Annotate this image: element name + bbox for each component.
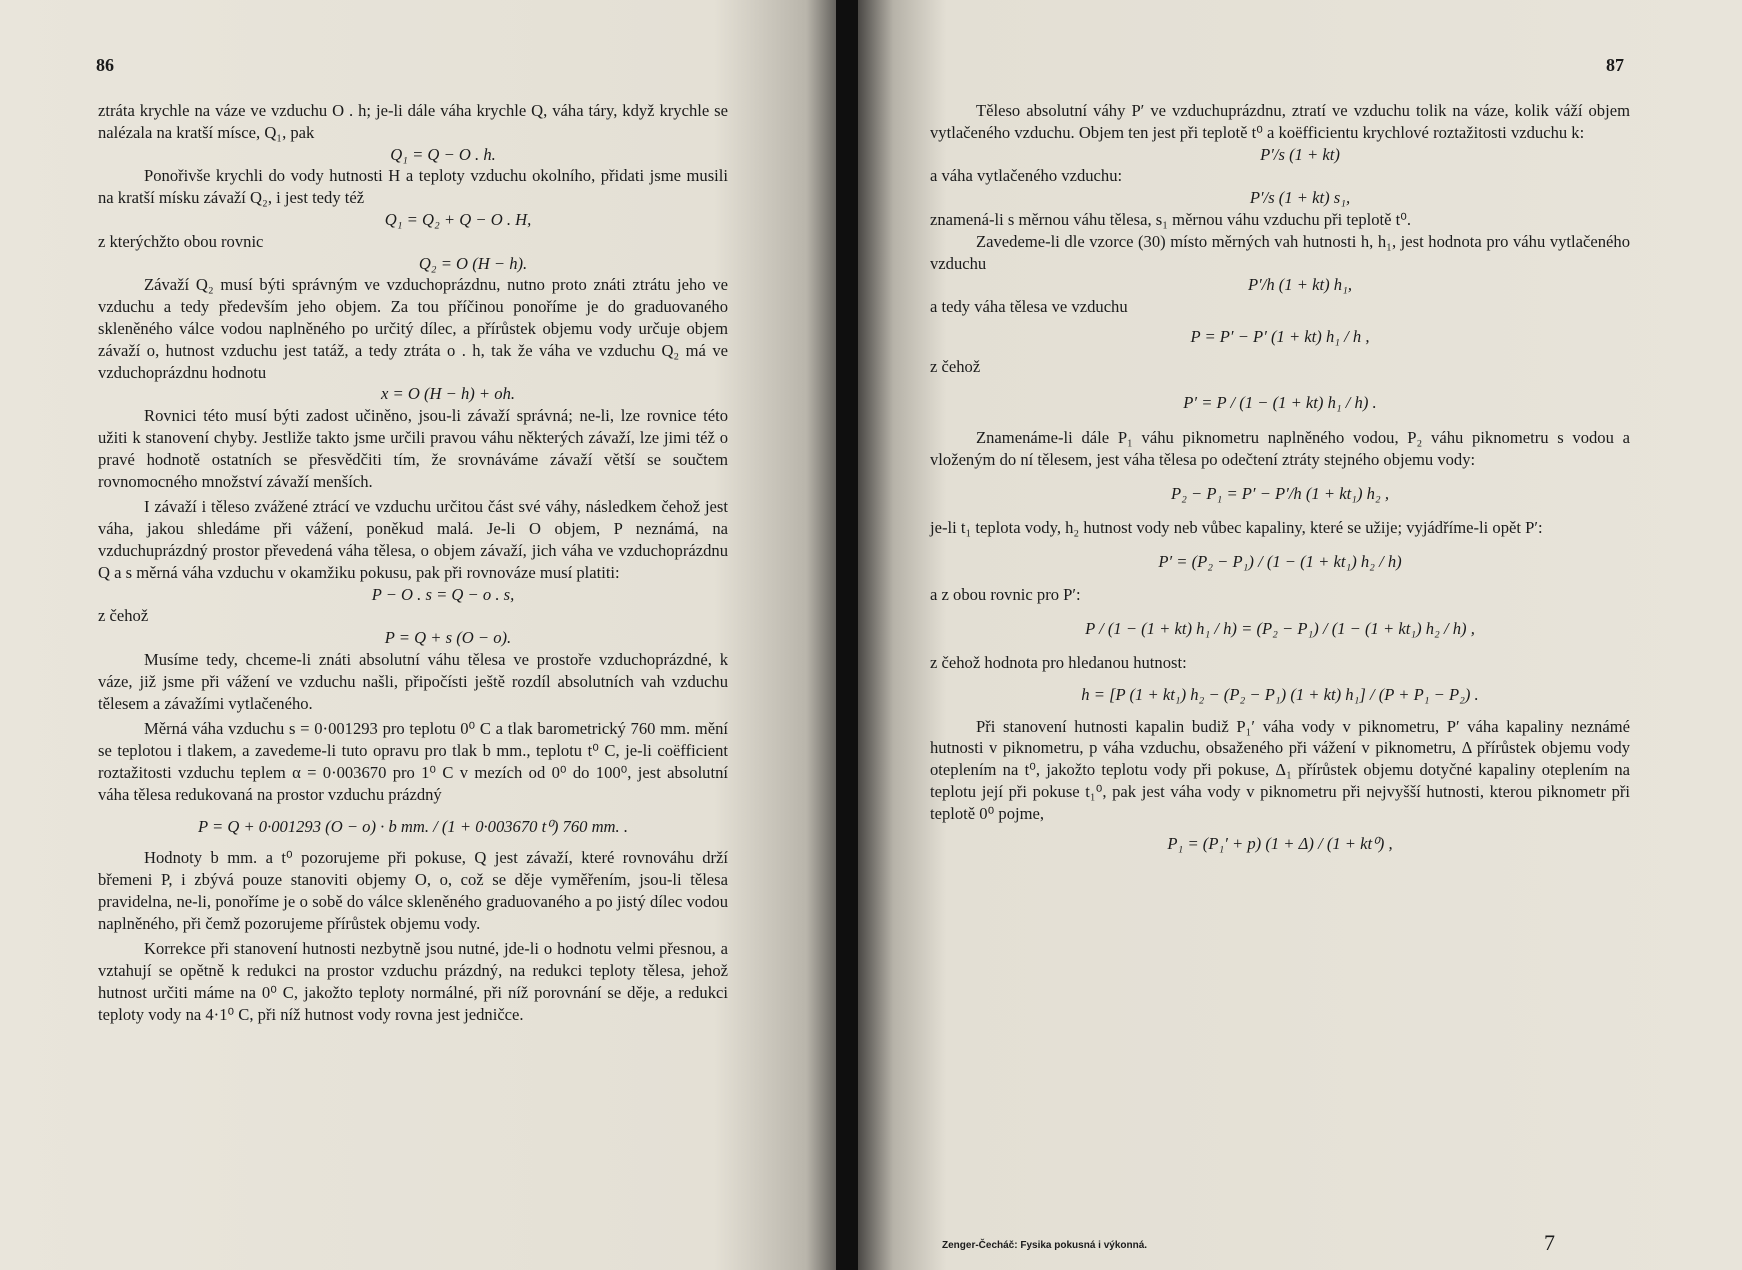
equation: P′/h (1 + kt) h₁,: [1247, 275, 1352, 295]
paragraph: a váha vytlačeného vzduchu:: [930, 166, 1123, 186]
paragraph: z čehož: [98, 606, 149, 626]
paragraph: z kterýchžto obou rovnic: [98, 231, 264, 251]
equation: P′/s (1 + kt): [1260, 144, 1340, 164]
paragraph: Závaží Q₂ musí býti správným ve vzduchoprázdnu, nutno proto znáti ztrátu jeho ve vzduchu a tedy především jeho objem. Za tou příčinou ponoříme je do graduovaného skleněného válce vodou naplněného po určitý dílec, a přírůstek objemu vody určuje objem závaží o, hutnost vzduchu jest tatáž, a tedy ztráta o . h, tak že váha ve vzduchu Q₂ má ve vzduchoprázdnu hodnotu: [98, 275, 728, 382]
paragraph: Hodnoty b mm. a t⁰ pozorujeme při pokuse, Q jest závaží, které rovnováhu drží břemeni P, i zbývá pouze stanoviti objemy O, o, což se děje vyměřením, jsou-li tělesa pravidelna, ne-li, ponoříme je o sobě do válce skleněného graduovaného a po jistý dílec vodou naplněného, při čemž pozorujeme přírůstek objemu vody.: [98, 848, 728, 933]
page-number: 87: [1606, 55, 1624, 75]
page-number: 86: [96, 55, 114, 75]
equation: P / (1 − (1 + kt) h₁ / h) = (P₂ − P₁) / (1 − (1 + kt₁) h₂ / h) ,: [1085, 619, 1475, 639]
equation: P − O . s = Q − o . s,: [371, 584, 515, 604]
left-text: [98, 100, 728, 1026]
equation: P = Q + 0·001293 (O − o) · b mm. / (1 + 0·003670 t⁰) 760 mm. .: [197, 816, 628, 836]
paragraph: ztráta krychle na váze ve vzduchu O . h; je-li dále váha krychle Q, váha táry, když krychle se nalézala na kratší mísce, Q₁, pak: [98, 101, 728, 142]
paragraph: Znamenáme-li dále P₁ váhu piknometru naplněného vodou, P₂ váhu piknometru s vodou a vloženým do ní tělesem, jest váha tělesa po odečtení ztráty stejného objemu vody:: [930, 428, 1630, 470]
paragraph: Těleso absolutní váhy P′ ve vzduchuprázdnu, ztratí ve vzduchu tolik na váze, kolik váží objem vytlačeného vzduchu. Objem ten jest při teplotě t⁰ a koëfficientu krychlové roztažitosti vzduchu k:: [930, 101, 1630, 142]
paragraph: a z obou rovnic pro P′:: [930, 585, 1081, 605]
equation: P′ = (P₂ − P₁) / (1 − (1 + kt₁) h₂ / h): [1158, 551, 1402, 571]
paragraph: z čehož hodnota pro hledanou hutnost:: [930, 652, 1187, 672]
equation: P = P′ − P′ (1 + kt) h₁ / h ,: [1190, 326, 1370, 346]
equation: h = [P (1 + kt₁) h₂ − (P₂ − P₁) (1 + kt) h₁] / (P + P₁ − P₂) .: [1081, 684, 1479, 704]
equation: Q₁ = Q − O . h.: [390, 144, 496, 164]
right-page: [858, 0, 1742, 1270]
paragraph: Zavedeme-li dle vzorce (30) místo měrných vah hutnosti h, h₁, jest hodnota pro váhu vytlačeného vzduchu: [930, 231, 1630, 273]
equation: Q₁ = Q₂ + Q − O . H,: [384, 209, 532, 229]
footer-signature: Zenger-Čecháč: Fysika pokusná i výkonná.: [942, 1240, 1148, 1251]
paragraph: I závaží i těleso zvážené ztrácí ve vzduchu určitou část své váhy, následkem čehož jest váha, jakou shledáme při vážení, poněkud malá. Je-li O objem, P neznámá, na vzduchuprázdný prostor převedená váha tělesa, o objem závaží, jich váha ve vzduchoprázdnu Q a s měrná váha vzduchu v okamžiku pokusu, pak při rovnováze musí platiti:: [98, 497, 728, 582]
paragraph: a tedy váha tělesa ve vzduchu: [930, 297, 1128, 317]
equation: P₁ = (P₁′ + p) (1 + Δ) / (1 + kt⁰) ,: [1167, 833, 1393, 853]
equation: P′ = P / (1 − (1 + kt) h₁ / h) .: [1183, 392, 1377, 412]
paragraph: Při stanovení hutnosti kapalin budiž P₁′ váha vody v piknometru, P′ váha kapaliny neznámé hutnosti v piknometru, p váha vzduchu, obsaženého při vážení v piknometru, Δ přírůstek objemu vody oteplením na t⁰, jakožto teplotu vody při pokuse, Δ₁ přírůstek objemu dotyčné kapaliny oteplením na teplotu její při pokuse t₁⁰, pak jest váha vody v piknometru při nejvyšší hutnosti, kterou piknometr při teplotě 0⁰ pojme,: [930, 716, 1630, 823]
paragraph: Musíme tedy, chceme-li znáti absolutní váhu tělesa ve prostoře vzduchoprázdné, k váze, již jsme při vážení ve vzduchu našli, připočísti ještě rozdíl absolutních vah vzduchu tělesem a závažími vytlačeného.: [98, 649, 728, 713]
right-text: [930, 100, 1630, 862]
equation: x = O (H − h) + oh.: [380, 384, 516, 404]
left-page: [0, 0, 840, 1270]
paragraph: Rovnici této musí býti zadost učiněno, jsou-li závaží správná; ne-li, lze rovnice této užiti k stanovení chyby. Jestliže takto jsme určili pravou váhu některých závaží, lze jimi též o pravé hodnotě ostatních se přesvědčiti tím, že srovnáváme závaží větší se součtem rovnomocného množství závaží menších.: [98, 406, 728, 491]
paragraph: z čehož: [930, 356, 981, 376]
equation: P′/s (1 + kt) s₁,: [1249, 188, 1351, 208]
paragraph: znamená-li s měrnou váhu tělesa, s₁ měrnou váhu vzduchu při teplotě t⁰.: [930, 209, 1412, 229]
equation: P₂ − P₁ = P′ − P′/h (1 + kt₁) h₂ ,: [1171, 483, 1389, 503]
paragraph: Ponořivše krychli do vody hutnosti H a teploty vzduchu okolního, přidati jsme musili na kratší mísku závaží Q₂, i jest tedy též: [98, 166, 728, 208]
paragraph: Korrekce při stanovení hutnosti nezbytně jsou nutné, jde-li o hodnotu velmi přesnou, a vztahují se opětně k redukci na prostor vzduchu prázdný, na redukci teploty tělesa, jehož hutnost určiti máme na 0⁰ C, jakožto teploty normálné, při níž porovnání se děje, a redukci teploty vody na 4·1⁰ C, při níž hutnost vody rovna jest jedničce.: [98, 939, 728, 1024]
equation: Q₂ = O (H − h).: [418, 253, 528, 273]
equation: P = Q + s (O − o).: [384, 628, 512, 648]
paragraph: Měrná váha vzduchu s = 0·001293 pro teplotu 0⁰ C a tlak barometrický 760 mm. mění se teplotou i tlakem, a zavedeme-li tuto opravu pro tlak b mm., teplotu t⁰ C, je-li coëfficient roztažitosti vzduchu teplem α = 0·003670 pro 1⁰ C v mezích od 0⁰ do 100⁰, jest absolutní váha tělesa redukovaná na prostor vzduchu prázdný: [98, 719, 728, 804]
sheet-number: 7: [1544, 1230, 1555, 1255]
paragraph: je-li t₁ teplota vody, h₂ hutnost vody neb vůbec kapaliny, které se užije; vyjádříme-li opět P′:: [930, 517, 1543, 537]
